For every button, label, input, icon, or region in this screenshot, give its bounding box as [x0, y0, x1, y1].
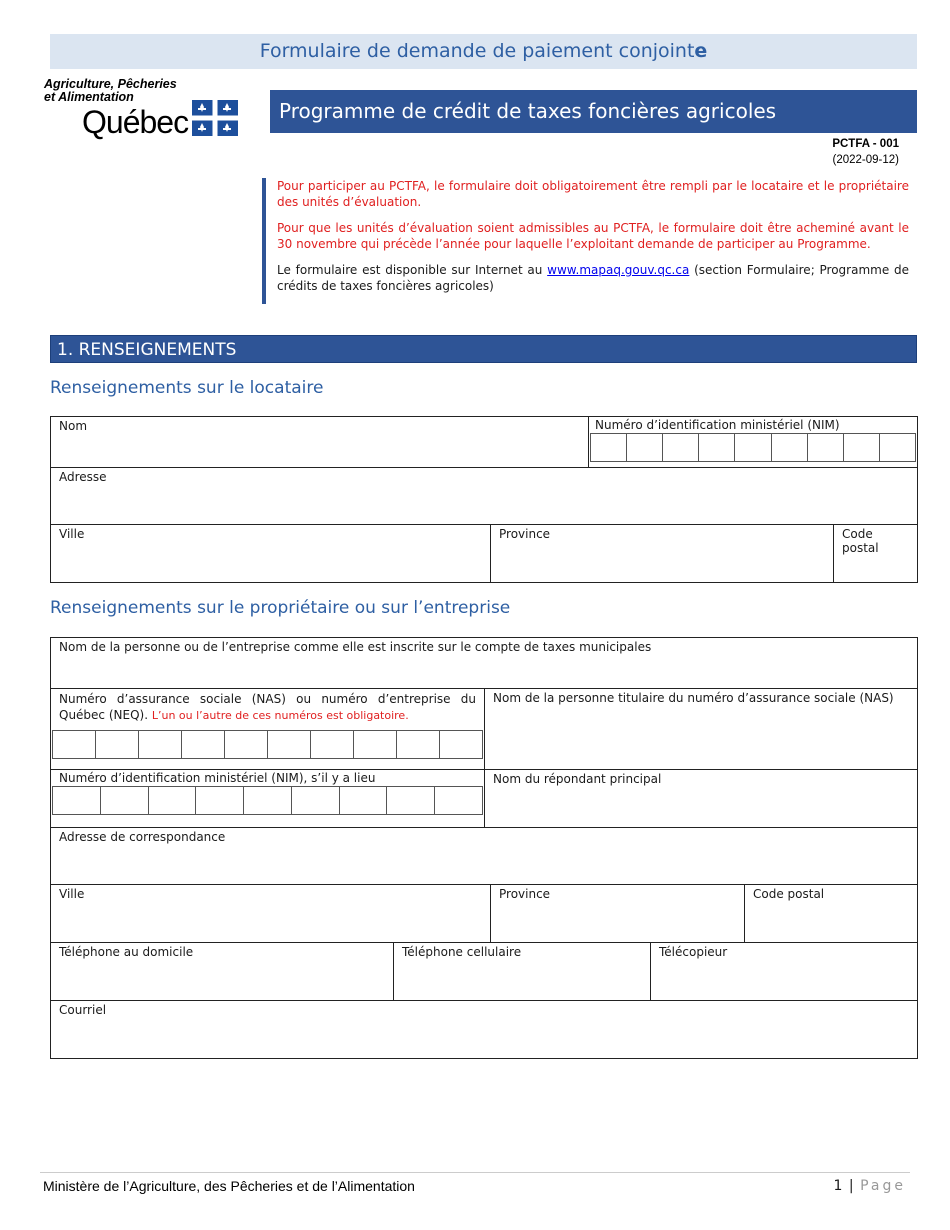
- form-title-last-letter: e: [694, 40, 708, 62]
- footer-page-indicator: [834, 1178, 906, 1194]
- fleur-de-lis-flag-icon: [192, 100, 238, 136]
- owner-nim-label: Numéro d’identification ministériel (NIM), s’il y a lieu: [59, 771, 376, 785]
- digit-box[interactable]: [626, 433, 663, 462]
- owner-city-field[interactable]: [51, 885, 491, 943]
- owner-fax-label: Télécopieur: [659, 945, 728, 959]
- digit-box[interactable]: [310, 730, 354, 759]
- instructions-notice: [262, 178, 909, 304]
- digit-box[interactable]: [396, 730, 440, 759]
- owner-province-field[interactable]: [491, 885, 745, 943]
- form-code: PCTFA - 001: [832, 138, 899, 150]
- notice-p3-text: Le formulaire est disponible sur Internet au: [277, 263, 548, 277]
- digit-box[interactable]: [243, 786, 292, 815]
- digit-box[interactable]: [291, 786, 340, 815]
- tenant-city-field[interactable]: [51, 525, 491, 583]
- digit-box[interactable]: [807, 433, 844, 462]
- owner-home-phone-label: Téléphone au domicile: [59, 945, 194, 959]
- digit-box[interactable]: [195, 786, 244, 815]
- tenant-nim-field: [589, 417, 918, 468]
- form-title: Formulaire de demande de paiement conjoint: [259, 40, 695, 62]
- tenant-address-field[interactable]: [51, 468, 918, 525]
- owner-form: [50, 637, 918, 1059]
- digit-box[interactable]: [843, 433, 880, 462]
- owner-cell-phone-field[interactable]: [394, 943, 651, 1001]
- owner-heading: Renseignements sur le propriétaire ou sur l’entreprise: [50, 598, 511, 618]
- digit-box[interactable]: [439, 730, 483, 759]
- owner-nas-digit-boxes[interactable]: [52, 730, 483, 759]
- digit-box[interactable]: [353, 730, 397, 759]
- form-code-block: [832, 136, 899, 168]
- owner-home-phone-field[interactable]: [51, 943, 394, 1001]
- tenant-name-field[interactable]: [51, 417, 589, 468]
- digit-box[interactable]: [52, 730, 96, 759]
- owner-nas-neq-field: [51, 689, 485, 770]
- logo-line-1: Agriculture, Pêcheries: [44, 77, 177, 91]
- tenant-postal-code-field[interactable]: [834, 525, 918, 583]
- quebec-logo: [44, 78, 244, 148]
- logo-quebec-wordmark: Québec: [82, 104, 189, 140]
- tenant-province-label: Province: [499, 527, 551, 541]
- digit-box[interactable]: [148, 786, 197, 815]
- digit-box[interactable]: [52, 786, 101, 815]
- owner-email-field[interactable]: [51, 1001, 918, 1059]
- digit-box[interactable]: [95, 730, 139, 759]
- owner-postal-code-field[interactable]: [745, 885, 918, 943]
- digit-box[interactable]: [339, 786, 388, 815]
- owner-nas-neq-text: [51, 689, 484, 726]
- digit-box[interactable]: [434, 786, 483, 815]
- tenant-form: [50, 416, 918, 583]
- page-word: Page: [860, 1178, 906, 1194]
- owner-city-label: Ville: [59, 887, 85, 901]
- tenant-heading: Renseignements sur le locataire: [50, 378, 324, 398]
- form-title-banner: [50, 34, 917, 69]
- mapaq-website-link[interactable]: www.mapaq.gouv.qc.ca: [547, 263, 690, 277]
- owner-mailing-address-field[interactable]: [51, 828, 918, 885]
- owner-tax-name-field[interactable]: [51, 638, 918, 689]
- section-1-header: 1. RENSEIGNEMENTS: [50, 335, 917, 363]
- owner-cell-phone-label: Téléphone cellulaire: [402, 945, 522, 959]
- digit-box[interactable]: [879, 433, 916, 462]
- tenant-name-label: Nom: [59, 419, 88, 433]
- digit-box[interactable]: [698, 433, 735, 462]
- logo-line-2: et Alimentation: [44, 90, 134, 104]
- owner-fax-field[interactable]: [651, 943, 918, 1001]
- digit-box[interactable]: [100, 786, 149, 815]
- footer-divider: [40, 1172, 910, 1173]
- tenant-nim-digit-boxes[interactable]: [590, 433, 916, 462]
- notice-p3-tail: (section Formulaire; Programme de crédits de taxes foncières agricoles): [277, 263, 909, 293]
- owner-email-label: Courriel: [59, 1003, 107, 1017]
- owner-mailing-address-label: Adresse de correspondance: [59, 830, 226, 844]
- page-number: 1: [833, 1178, 844, 1194]
- page-separator: |: [843, 1178, 861, 1194]
- notice-paragraph-3: [277, 262, 909, 294]
- owner-main-respondent-field[interactable]: [485, 770, 918, 828]
- tenant-address-label: Adresse: [59, 470, 107, 484]
- digit-box[interactable]: [181, 730, 225, 759]
- program-title-banner: Programme de crédit de taxes foncières agricoles: [270, 90, 917, 133]
- digit-box[interactable]: [771, 433, 808, 462]
- owner-nas-neq-label: Numéro d’assurance sociale (NAS) ou numéro d’entreprise du Québec (NEQ).: [59, 692, 476, 722]
- owner-nim-digit-boxes[interactable]: [52, 786, 483, 815]
- owner-nas-holder-field[interactable]: [485, 689, 918, 770]
- digit-box[interactable]: [734, 433, 771, 462]
- digit-box[interactable]: [386, 786, 435, 815]
- tenant-city-label: Ville: [59, 527, 85, 541]
- digit-box[interactable]: [590, 433, 627, 462]
- owner-nas-required-note: L’un ou l’autre de ces numéros est obligatoire.: [151, 709, 409, 722]
- tenant-province-field[interactable]: [491, 525, 834, 583]
- tenant-postal-code-label: Code postal: [842, 527, 879, 555]
- tenant-nim-label: Numéro d’identification ministériel (NIM): [595, 418, 840, 432]
- digit-box[interactable]: [662, 433, 699, 462]
- notice-paragraph-1: Pour participer au PCTFA, le formulaire doit obligatoirement être rempli par le locataire et le propriétaire des unités d’évaluation.: [277, 179, 909, 209]
- digit-box[interactable]: [224, 730, 268, 759]
- owner-province-label: Province: [499, 887, 551, 901]
- owner-nas-holder-label: Nom de la personne titulaire du numéro d’assurance sociale (NAS): [493, 691, 894, 705]
- owner-nim-field: [51, 770, 485, 828]
- footer-ministry: Ministère de l’Agriculture, des Pêcheries et de l’Alimentation: [43, 1178, 415, 1194]
- owner-postal-code-label: Code postal: [753, 887, 825, 901]
- notice-paragraph-2: Pour que les unités d’évaluation soient admissibles au PCTFA, le formulaire doit être acheminé avant le 30 novembre qui précède l’année pour laquelle l’exploitant demande de participer au Programme.: [277, 221, 909, 251]
- digit-box[interactable]: [138, 730, 182, 759]
- owner-main-respondent-label: Nom du répondant principal: [493, 772, 662, 786]
- digit-box[interactable]: [267, 730, 311, 759]
- form-date: (2022-09-12): [832, 154, 899, 166]
- owner-tax-name-label: Nom de la personne ou de l’entreprise comme elle est inscrite sur le compte de taxes municipales: [59, 640, 652, 654]
